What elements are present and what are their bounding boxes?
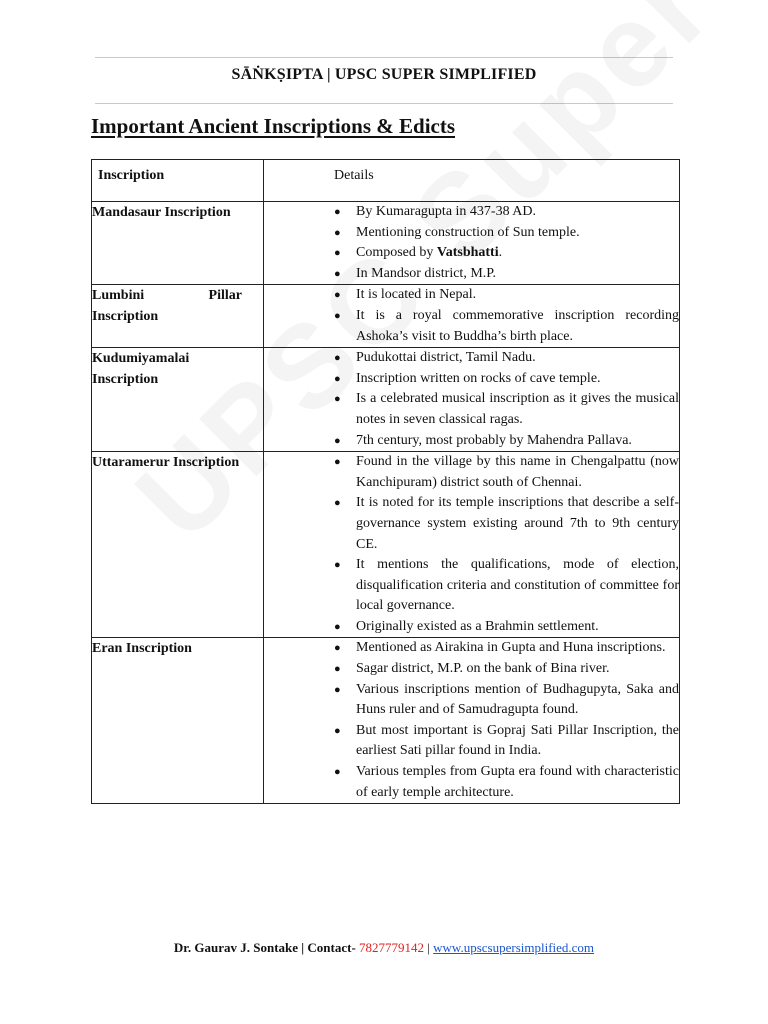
- table-row: [92, 285, 680, 348]
- list-item: [264, 680, 679, 721]
- detail-text: But most important is Gopraj Sati Pillar Inscription, the earliest Sati pillar found in India.: [356, 722, 679, 759]
- detail-text: .: [498, 245, 503, 261]
- column-header-inscription: Inscription: [92, 160, 264, 202]
- inscription-name: Eran Inscription: [92, 638, 264, 804]
- column-header-details: Details: [264, 160, 680, 202]
- detail-text: 7th century, most probably by Mahendra Pallava.: [356, 432, 632, 448]
- inscription-name: Kudumiyamalai Inscription: [92, 348, 264, 452]
- detail-text: It is noted for its temple inscriptions that describe a self-governance system existing around 7th to 9th century CE.: [356, 495, 679, 552]
- bullet-icon: ●: [334, 393, 341, 406]
- details-list: [264, 452, 679, 637]
- header-top-rule: [95, 57, 673, 58]
- list-item: [264, 285, 679, 306]
- list-item: [264, 264, 679, 285]
- bullet-icon: ●: [334, 372, 341, 385]
- detail-text: Found in the village by this name in Chengalpattu (now Kanchipuram) district south of Chennai.: [356, 454, 679, 490]
- table-row: [92, 348, 680, 452]
- bullet-icon: ●: [334, 434, 341, 447]
- bullet-icon: ●: [334, 352, 341, 365]
- table-row: [92, 452, 680, 638]
- list-item: [264, 762, 679, 803]
- detail-text: Various temples from Gupta era found with characteristic of early temple architecture.: [356, 764, 679, 800]
- details-list: [264, 348, 679, 451]
- detail-text: Mentioning construction of Sun temple.: [356, 224, 580, 240]
- detail-text: Originally existed as a Brahmin settlement.: [356, 618, 599, 634]
- details-list: [264, 202, 679, 284]
- bullet-icon: ●: [334, 663, 341, 676]
- bullet-icon: ●: [334, 206, 341, 218]
- header-title: SĀṄKṢIPTA | UPSC SUPER SIMPLIFIED: [231, 66, 537, 83]
- detail-emphasis: Vatsbhatti: [436, 245, 499, 261]
- table-row: [92, 638, 680, 804]
- list-item: [264, 452, 679, 493]
- detail-text: It mentions the qualifications, mode of election, disqualification criteria and constitution of committee for local governance.: [356, 557, 679, 614]
- bullet-icon: ●: [334, 247, 341, 260]
- table-row: [92, 202, 680, 285]
- list-item: [264, 721, 679, 762]
- list-item: [264, 638, 679, 659]
- detail-text: Sagar district, M.P. on the bank of Bina river.: [356, 661, 610, 677]
- header-bottom-rule: [95, 103, 673, 104]
- detail-text: Is a celebrated musical inscription as it gives the musical notes in seven classical ragas.: [356, 391, 679, 427]
- detail-text: Various inscriptions mention of Budhagupyta, Saka and Huns ruler and of Samudragupta found.: [356, 681, 679, 718]
- detail-text: It is a royal commemorative inscription recording Ashoka’s visit to Buddha’s birth place.: [356, 307, 679, 344]
- list-item: [264, 389, 679, 430]
- list-item: [264, 493, 679, 555]
- bullet-icon: ●: [334, 683, 341, 696]
- bullet-icon: ●: [334, 620, 341, 633]
- list-item: [264, 306, 679, 347]
- page-title: Important Ancient Inscriptions & Edicts: [91, 114, 456, 138]
- inscriptions-table: [91, 159, 680, 804]
- list-item: [264, 348, 679, 369]
- details-list: [264, 285, 679, 347]
- inscription-details: [264, 202, 680, 285]
- detail-text: Pudukottai district, Tamil Nadu.: [356, 350, 536, 366]
- bullet-icon: ●: [334, 226, 341, 239]
- list-item: [264, 617, 679, 638]
- list-item: [264, 369, 679, 390]
- inscription-name: Lumbini Pillar Inscription: [92, 285, 264, 348]
- footer: [0, 940, 768, 956]
- bullet-icon: ●: [334, 497, 341, 510]
- footer-phone: 7827779142: [359, 940, 425, 955]
- bullet-icon: ●: [334, 559, 341, 572]
- detail-text: By Kumaragupta in 437-38 AD.: [356, 204, 537, 219]
- list-item: [264, 659, 679, 680]
- bullet-icon: ●: [334, 309, 341, 322]
- inscription-details: [264, 285, 680, 348]
- inscription-name: Uttaramerur Inscription: [92, 452, 264, 638]
- footer-author: Dr. Gaurav J. Sontake | Contact-: [173, 940, 356, 955]
- footer-separator: |: [427, 940, 430, 955]
- list-item: [264, 555, 679, 617]
- inscription-details: [264, 348, 680, 452]
- footer-website-link[interactable]: www.upscsupersimplified.com: [433, 940, 595, 955]
- inscription-details: [264, 452, 680, 638]
- bullet-icon: ●: [334, 267, 341, 280]
- list-item: [264, 243, 679, 264]
- detail-text: Inscription written on rocks of cave temple.: [356, 370, 601, 386]
- bullet-icon: ●: [334, 724, 341, 737]
- detail-text: In Mandsor district, M.P.: [356, 265, 496, 281]
- detail-text: Mentioned as Airakina in Gupta and Huna inscriptions.: [356, 640, 666, 656]
- table-header-row: [92, 160, 680, 202]
- details-list: [264, 638, 679, 803]
- list-item: [264, 223, 679, 244]
- list-item: [264, 202, 679, 223]
- list-item: [264, 431, 679, 452]
- bullet-icon: ●: [334, 289, 341, 302]
- bullet-icon: ●: [334, 642, 341, 655]
- bullet-icon: ●: [334, 456, 341, 469]
- detail-text: It is located in Nepal.: [356, 287, 477, 303]
- inscription-name: Mandasaur Inscription: [92, 202, 264, 285]
- bullet-icon: ●: [334, 766, 341, 779]
- inscription-details: [264, 638, 680, 804]
- detail-text: Composed by: [356, 245, 437, 261]
